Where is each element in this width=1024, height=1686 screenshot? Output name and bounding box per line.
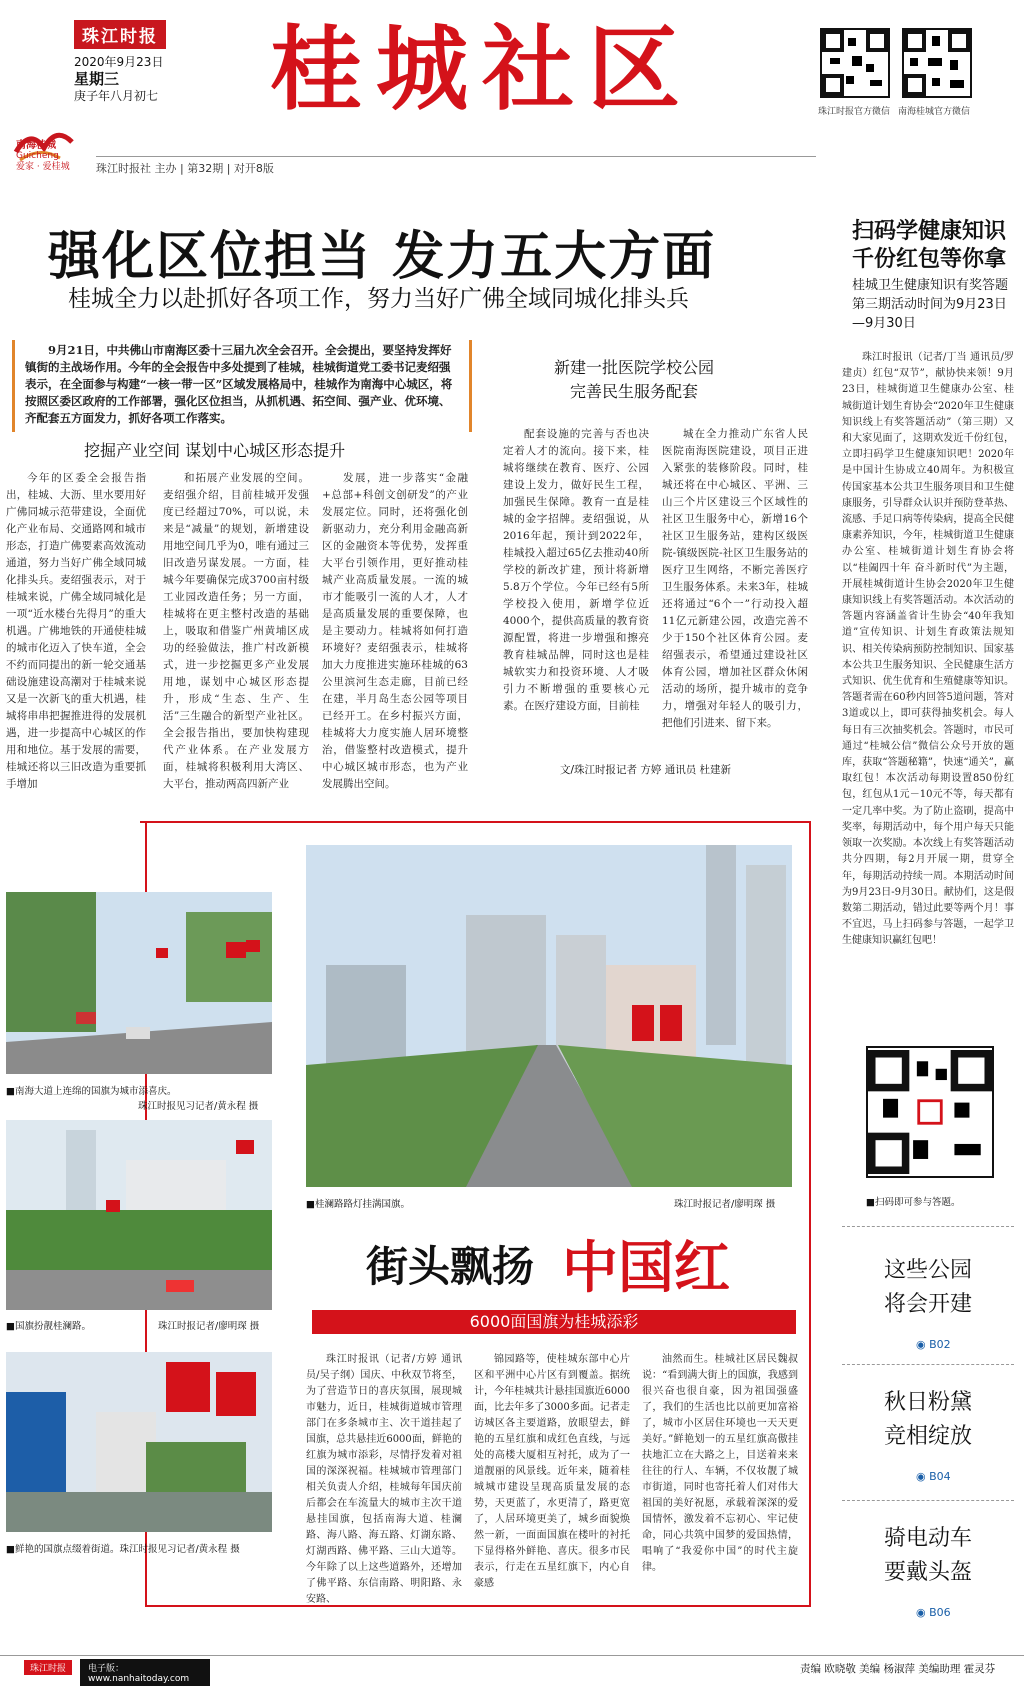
page-number: B04 xyxy=(929,1470,951,1483)
column-text: 珠江时报讯（记者/方婷 通讯员/吴子纲）国庆、中秋双节将至，为了营造节日的喜庆氛围，展现城市魅力，近日，桂城街道城市管理部门在多条城市主、次干道挂起了国旗，总共悬挂近6000面，鲜艳的红旗为城市添彩，尽情抒发着对祖国的深深祝福。桂城城市管理部门相关负责人介绍，桂城每年国庆前后都会在车流量大的城市主次干道悬挂国旗，包括南海大道、桂澜路、海八路、海五路、灯湖东路、灯湖西路、佛平路、三山大道等。今年除了以上这些道路外，还增加了佛平路、东信南路、明阳路、永安路、 xyxy=(306,1354,462,1605)
column-text: 油然而生。桂城社区居民魏叔说：“看到满大街上的国旗，我感到很兴奋也很自豪，因为祖国强盛了，我们的生活也比以前更加富裕了，城市小区居住环境也一天天更美好。”鲜艳划一的五星红旗高傲挂扶地汇立在大路之上，目送着来来往往的行人、车辆，不仅妆靓了城市街道，同时也寄托着人们对伟大祖国的美好祝愿，承载着深深的爱国情怀，激发着不忘初心、牢记使命，同心共筑中国梦的爱国热情，唱响了“我爱你中国”的时代主旋律。 xyxy=(642,1354,798,1573)
teaser-divider xyxy=(842,1226,1014,1227)
side-text: 珠江时报讯（记者/丁当 通讯员/罗建贞）红包“双节”，献协快来领！9月23日，桂城街道卫生健康办公室、桂城街道计划生育协会“2020年卫生健康知识线上有奖答题活动”（第三期）又和大家见面了，这期欢发近千份红包，立即扫码学卫生健康知识吧！2020年是中国计生协成立40周年。为积极宣传国家基本公共卫生服务项目和卫生健康服务，引导群众认识并预防登革热、流感、手足口病等传染病，提高全民健康素养知识，今年，桂城街道卫生健康办公室、桂城街道计划生育协会将以“桂阖四十年 奋斗新时代”为主题，开展桂城街道计生协会2020年卫生健康知识线上有奖答题活动。本次活动的答题内容涵盖省计生协会“40年我知道”宣传知识、计划生育政策法规知识、相关传染病预防控制知识、国家基本公共卫生服务知识、全民健康生活方式知识、优生优育和生殖健康等知识。答题者需在60秒内回答5道问题，答对3道或以上，即可获得抽奖机会。每人每日有三次抽奖机会。答题时，市民可通过“桂城公信”微信公众号开放的题库，获取“答题秘籍”，快速“通关”，赢取红包！本次活动每期设置850份红包，红包从1元－10元不等，每天都有一定几率中奖。为了防止盗刷，提高中奖率，每期活动中，每个用户每天只能领取一次奖励。本次线上有奖答题活动共分四期，每2月开展一期，贯穿全年，每期活动持续一周。本期活动时间为9月23日-9月30日。献协们，这是假数第二期活动，错过此要等两个月！事不宜迟，马上扫码参与答题，一起学卫生健康知识赢红包吧！ xyxy=(842,352,1014,947)
article-column xyxy=(662,426,808,756)
teaser-page[interactable] xyxy=(916,1338,951,1351)
photo-flag-street xyxy=(6,1352,272,1532)
column-text: 今年的区委全会报告指出，桂城、大沥、里水要用好广佛同城示范带建设，全面优化产业布局、交通路网和城市形态，打造广佛要素高效流动通道，努力当好广佛全域同城化排头兵。麦绍强表示，对于桂城来说，广佛全域同城化是一项“近水楼台先得月”的重大机遇。广佛地铁的开通使桂城的城市化迈入了快车道，全会不约而同提出的新一轮交通基础设施建设高潮对于桂城来说又是一次新飞的重大机遇，桂城将串串把握推进得的发展机遇，进一步提高中心城区的作用和地位。基于发展的需要，桂城还将以三旧改造为重要抓手增加 xyxy=(6,472,146,790)
logo-text xyxy=(16,140,70,173)
teaser-divider xyxy=(842,1364,1014,1365)
article-column xyxy=(474,1352,630,1608)
photo-main-guilan-road xyxy=(306,845,792,1187)
column-text: 城在全力推动广东省人民医院南海医院建设，项目正进入紧张的装修阶段。同时，桂城还将在中心城区、平洲、三山三个片区建设三个区域性的社区卫生服务中心，新增16个社区卫生服务站，建构区级医院-镇级医院-社区卫生服务站的医疗卫生网络，不断完善医疗卫生服务体系。未来3年，桂城还将通过“6个一”行动投入超11亿元新建公园，改造完善不少于150个社区体育公园。麦绍强表示，希望通过建设社区体育公园，增加社区群众休闲活动的场所，提升城市的竞争力，增强对年轻人的吸引力，把他们引进来、留下来。 xyxy=(662,428,808,729)
lead-text: 9月21日，中共佛山市南海区委十三届九次全会召开。全会提出，要坚持发挥好镇街的主战场作用。今年的全会报告中多处提到了桂城，桂城街道党工委书记麦绍强表示，在全面参与构建“一核一带一区”区域发展格局中，桂城作为南海中心城区，将按照区委区政府的工作部署，强化区位担当，从抓机遇、拓空间、强产业、优环境、齐配套五方面发力，抓好各项工作落实。 xyxy=(25,343,453,425)
article-column xyxy=(306,1352,462,1608)
photo-caption: ■鲜艳的国旗点缀着街道。珠江时报见习记者/黄永程 摄 xyxy=(6,1544,240,1555)
photo-caption: ■南海大道上连绵的国旗为城市添喜庆。 xyxy=(6,1086,177,1097)
column-text: 发展，进一步落实“金融+总部+科创文创研发”的产业发展定位。同时，还将强化创新驱动力，充分利用金融高新区的金融资本等优势，发挥重大平台引领作用，更好推动桂城产业高质量发展。一流的城市才能吸引一流的人才，人才是高质量发展的重要保障，也是主要动力。桂城将如何打造环境好？麦绍强表示，桂城将加大力度推进实施环桂城的63公里滨河生态走廊，目前已经在建，半月岛生态公园等项目已经开工。在乡村振兴方面，桂城将大力度实施人居环境整治，借鉴整村改造模式，提升中心城区城市形态，也为产业发展腾出空间。 xyxy=(322,472,468,790)
lead-paragraph xyxy=(12,340,472,432)
side-headline: 扫码学健康知识 千份红包等你拿 xyxy=(852,219,1007,272)
page-arrow-icon: ◉ xyxy=(916,1470,930,1483)
date-block xyxy=(74,54,163,105)
article-column xyxy=(163,470,309,790)
masthead-title: 桂城社区 xyxy=(270,15,695,123)
footer-site-link[interactable]: 电子版：www.nanhaitoday.com xyxy=(80,1659,210,1686)
feature-subhead-band: 6000面国旗为桂城添彩 xyxy=(312,1310,796,1334)
section-heading: 新建一批医院学校公园 完善民生服务配套 xyxy=(554,358,715,401)
photo-credit: 珠江时报记者/廖明琛 摄 xyxy=(674,1199,776,1210)
logo-sub: Guicheng xyxy=(16,151,59,161)
footer-editors: 责编 欧晓敬 美编 杨淑萍 美编助理 霍灵芬 xyxy=(800,1663,996,1675)
byline: 文/珠江时报记者 方婷 通讯员 杜建新 xyxy=(560,764,732,776)
logo-name: 南海桂城 xyxy=(16,140,56,151)
qr-caption: ■扫码即可参与答题。 xyxy=(866,1197,961,1208)
teaser-page[interactable] xyxy=(916,1606,951,1619)
teaser-title[interactable]: 秋日粉黛 竞相绽放 xyxy=(883,1390,972,1449)
photo-guilan-road xyxy=(6,1120,272,1310)
feature-headline: 街头飘扬 xyxy=(366,1242,535,1291)
teaser-page[interactable] xyxy=(916,1470,951,1483)
column-text: 配套设施的完善与否也决定着人才的流向。接下来，桂城将继续在教育、医疗、公园建设上发力，做好民生工程，加强民生保障。教育一直是桂城的金字招牌。麦绍强说，从2016年起，预计到2022年，桂城投入超过65亿去推动40所学校的新改扩建，预计将新增5.8万个学位。今年已经有5所学校投入使用，新增学位近4000个，提供高质量的教育资源配置，将进一步增强和擦亮教育桂城品牌，同时这也是桂城软实力和投资环境、人才吸引力不断增强的重要核心元素。在医疗建设方面，目前桂 xyxy=(503,428,649,712)
photo-caption: ■桂澜路路灯挂满国旗。 xyxy=(306,1199,410,1210)
page-number: B02 xyxy=(929,1338,951,1351)
lunar-date: 庚子年八月初七 xyxy=(74,89,159,103)
weekday: 星期三 xyxy=(74,70,120,88)
qr-caption: 珠江时报官方微信 xyxy=(818,107,891,117)
photo-credit: 珠江时报记者/廖明琛 摄 xyxy=(158,1321,260,1332)
main-headline: 强化区位担当 发力五大方面 xyxy=(48,227,717,287)
footer-brand: 珠江时报 xyxy=(24,1660,72,1675)
qr-code-icon[interactable] xyxy=(866,1046,994,1178)
photo-street-flags xyxy=(6,892,272,1074)
section-heading: 挖掘产业空间 谋划中心城区形态提升 xyxy=(84,441,346,460)
photo-credit: 珠江时报见习记者/黄永程 摄 xyxy=(138,1101,259,1112)
page-arrow-icon: ◉ xyxy=(916,1606,930,1619)
article-column xyxy=(6,470,146,790)
qr-code-icon[interactable] xyxy=(902,28,972,98)
teaser-title[interactable]: 骑电动车 要戴头盔 xyxy=(883,1526,972,1585)
feature-headline-red: 中国红 xyxy=(562,1235,730,1301)
column-text: 锦园路等，使桂城东部中心片区和平洲中心片区有到覆盖。据统计，今年桂城共计悬挂国旗近6000面，比去年多了3000多面。记者走访城区各主要道路，放眼望去，鲜艳的五星红旗和成红色直线，与远处的高楼大厦相互衬托，成为了一道靓丽的风景线。近年来，随着桂城城市建设呈现高质量发展的态势，天更蓝了，水更清了，路更宽了，人居环境更美了，城乡面貌焕然一新，一面面国旗在楼叶的衬托下显得格外鲜艳、喜庆。很多市民表示，行走在五星红旗下，内心自豪感 xyxy=(474,1354,630,1589)
qr-caption: 南海桂城官方微信 xyxy=(898,107,971,117)
page-number: B06 xyxy=(929,1606,951,1619)
article-column xyxy=(503,426,649,756)
teaser-title[interactable]: 这些公园 将会开建 xyxy=(883,1258,972,1317)
logo-slogan: 爱家 · 爱桂城 xyxy=(16,162,70,172)
issue-info: 珠江时报社 主办 | 第32期 | 对开8版 xyxy=(96,156,816,176)
photo-caption: ■国旗扮靓桂澜路。 xyxy=(6,1321,91,1332)
issue-date: 2020年9月23日 xyxy=(74,55,164,69)
article-column xyxy=(322,470,468,790)
column-text: 和拓展产业发展的空间。麦绍强介绍，目前桂城开发强度已经超过70%，可以说，未来是“减量”的规划，新增建设用地空间几乎为0，唯有通过三旧改造另谋发展。一方面，桂城今年要确保完成3700亩村级工业园改造任务；另一方面，桂城将在更主整村改造的基础上，吸取和借鉴广州黄埔区成功的经验做法，推广村改新模式，进一步挖掘更多产业发展用地，谋划中心城区形态提升，形成“生态、生产、生活”三生融合的新型产业社区。全会报告指出，要加快构建现代产业体系。在产业发展方面，桂城将积极利用大湾区、大平台，推动两高四新产业 xyxy=(163,472,309,790)
teaser-divider xyxy=(842,1500,1014,1501)
brand-logo: 珠江时报 xyxy=(74,20,166,49)
article-column xyxy=(642,1352,798,1608)
qr-code-icon[interactable] xyxy=(820,28,890,98)
side-article xyxy=(842,350,1014,1030)
side-subhead: 桂城卫生健康知识有奖答题第三期活动时间为9月23日—9月30日 xyxy=(852,278,1009,331)
page-arrow-icon: ◉ xyxy=(916,1338,930,1351)
main-subhead: 桂城全力以赴抓好各项工作，努力当好广佛全域同城化排头兵 xyxy=(68,286,689,312)
